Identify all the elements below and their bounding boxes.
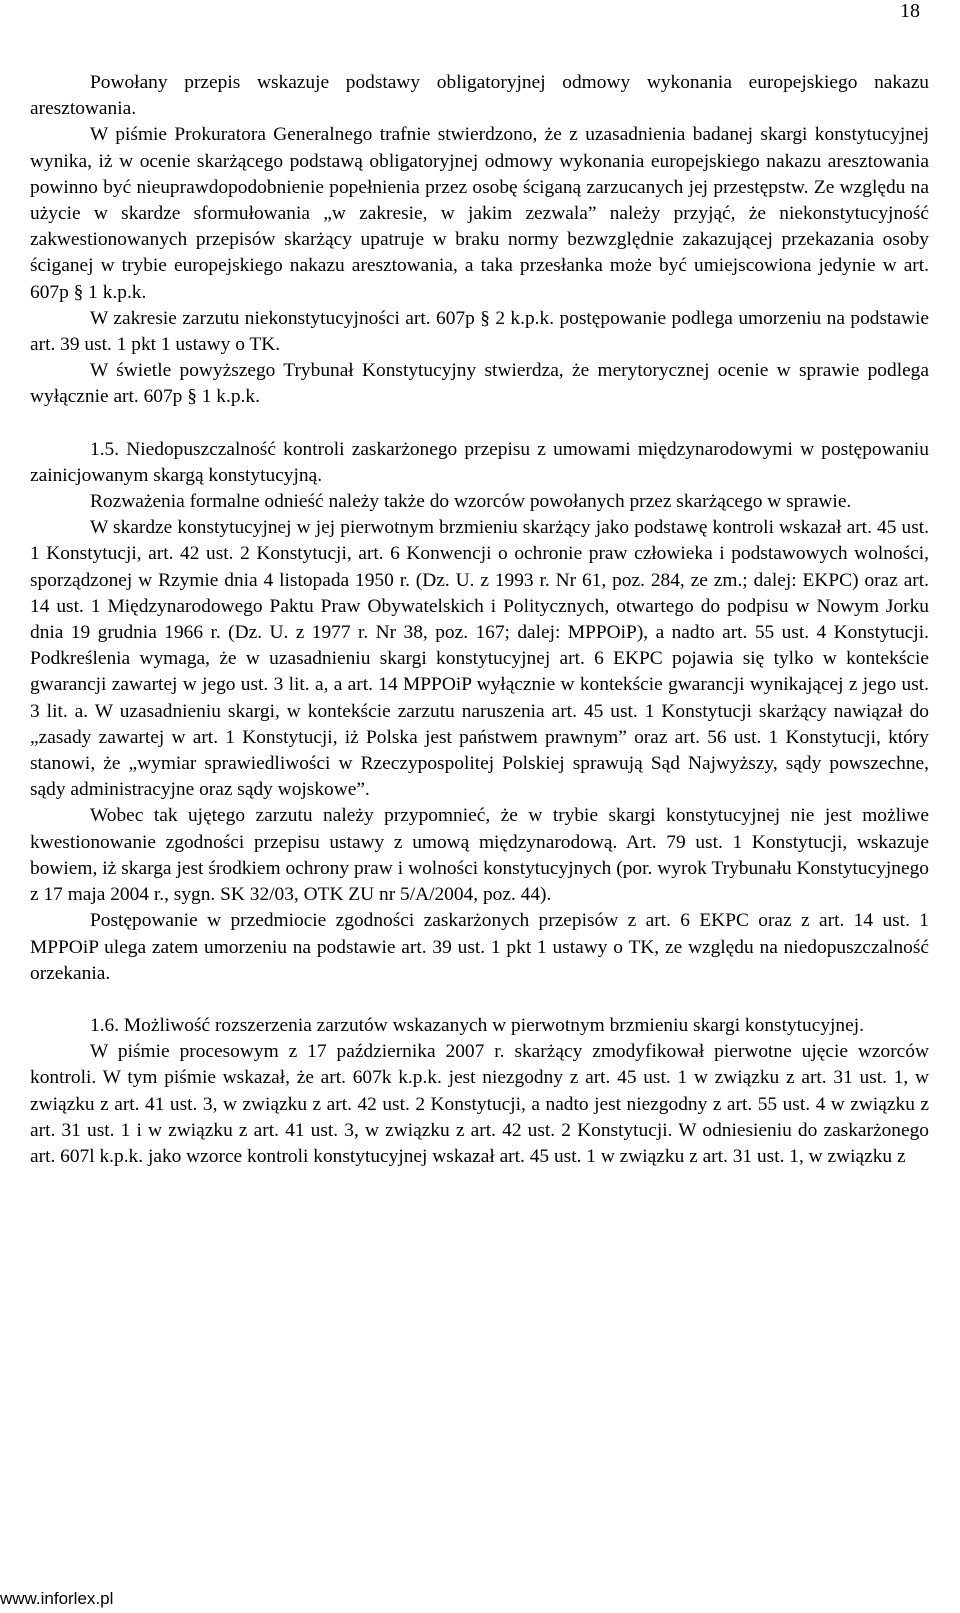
footer-url[interactable]: www.inforlex.pl bbox=[0, 1589, 114, 1608]
paragraph: Wobec tak ujętego zarzutu należy przypomnieć, że w trybie skargi konstytucyjnej nie jest możliwe kwestionowanie zgodności przepisu ustawy z umową międzynarodową. Art. 79 ust. 1 Konstytucji, wskazuje bowiem, iż skarga jest środkiem ochrony praw i wolności konstytucyjnych (por. wyrok Trybunału Konstytucyjnego z 17 maja 2004 r., sygn. SK 32/03, OTK ZU nr 5/A/2004, poz. 44). bbox=[30, 805, 929, 906]
section-heading: 1.6. Możliwość rozszerzenia zarzutów wskazanych w pierwotnym brzmieniu skargi konstytucyjnej. bbox=[90, 1014, 864, 1036]
section-1-5 bbox=[30, 437, 929, 987]
paragraph: Powołany przepis wskazuje podstawy obligatoryjnej odmowy wykonania europejskiego nakazu aresztowania. bbox=[30, 72, 929, 120]
paragraph: Rozważenia formalne odnieść należy także do wzorców powołanych przez skarżącego w sprawie. bbox=[90, 491, 852, 513]
paragraph: W piśmie procesowym z 17 października 2007 r. skarżący zmodyfikował pierwotne ujęcie wzorców kontroli. W tym piśmie wskazał, że art. 607k k.p.k. jest niezgodny z art. 45 ust. 1 w związku z art. 31 ust. 1, w związku z art. 41 ust. 3, w związku z art. 42 ust. 2 Konstytucji, a nadto jest niezgodny z art. 55 ust. 4 w związku z art. 31 ust. 1 i w związku z art. 41 ust. 3, w związku z art. 42 ust. 2 Konstytucji. W odniesieniu do zaskarżonego art. 607l k.p.k. jako wzorce kontroli konstytucyjnej wskazał art. 45 ust. 1 w związku z art. 31 ust. 1, w związku z bbox=[30, 1041, 929, 1167]
paragraph: W skardze konstytucyjnej w jej pierwotnym brzmieniu skarżący jako podstawę kontroli wskazał art. 45 ust. 1 Konstytucji, art. 42 ust. 2 Konstytucji, art. 6 Konwencji o ochronie praw człowieka i podstawowych wolności, sporządzonej w Rzymie dnia 4 listopada 1950 r. (Dz. U. z 1993 r. Nr 61, poz. 284, ze zm.; dalej: EKPC) oraz art. 14 ust. 1 Międzynarodowego Paktu Praw Obywatelskich i Politycznych, otwartego do podpisu w Nowym Jorku dnia 19 grudnia 1966 r. (Dz. U. z 1977 r. Nr 38, poz. 167; dalej: MPPOiP), a nadto art. 55 ust. 4 Konstytucji. Podkreślenia wymaga, że w uzasadnieniu skargi konstytucyjnej art. 6 EKPC pojawia się tylko w kontekście gwarancji zawartej w jego ust. 3 lit. a, a art. 14 MPPOiP wyłącznie w kontekście gwarancji wynikającej z jego ust. 3 lit. a. W uzasadnieniu skargi, w kontekście zarzutu naruszenia art. 45 ust. 1 Konstytucji skarżący nawiązał do „zasady zawartej w art. 1 Konstytucji, iż Polska jest państwem prawnym” oraz art. 56 ust. 1 Konstytucji, który stanowi, że „wymiar sprawiedliwości w Rzeczypospolitej Polskiej sprawują Sąd Najwyższy, sądy powszechne, sądy administracyjne oraz sądy wojskowe”. bbox=[30, 517, 929, 801]
section-1-6 bbox=[30, 1013, 929, 1170]
page-number: 18 bbox=[900, 0, 920, 22]
document-body bbox=[30, 70, 929, 1170]
paragraph: W świetle powyższego Trybunał Konstytucyjny stwierdza, że merytorycznej ocenie w sprawie podlega wyłącznie art. 607p § 1 k.p.k. bbox=[30, 360, 929, 408]
paragraph: W piśmie Prokuratora Generalnego trafnie stwierdzono, że z uzasadnienia badanej skargi konstytucyjnej wynika, iż w ocenie skarżącego podstawą obligatoryjnej odmowy wykonania europejskiego nakazu aresztowania powinno być nieuprawdopodobnienie popełnienia przez osobę ściganą zarzucanych jej przestępstw. Ze względu na użycie w skardze sformułowania „w zakresie, w jakim zezwala” należy przyjąć, że niekonstytucyjność zakwestionowanych przepisów skarżący upatruje w braku normy bezwzględnie zakazującej przekazania osoby ściganej w trybie europejskiego nakazu aresztowania, a taka przesłanka może być umiejscowiona jedynie w art. 607p § 1 k.p.k. bbox=[30, 124, 929, 303]
paragraph: W zakresie zarzutu niekonstytucyjności art. 607p § 2 k.p.k. postępowanie podlega umorzeniu na podstawie art. 39 ust. 1 pkt 1 ustawy o TK. bbox=[30, 307, 929, 356]
paragraph: Postępowanie w przedmiocie zgodności zaskarżonych przepisów z art. 6 EKPC oraz z art. 14 ust. 1 MPPOiP ulega zatem umorzeniu na podstawie art. 39 ust. 1 pkt 1 ustawy o TK, ze względu na niedopuszczalność orzekania. bbox=[30, 910, 929, 984]
section-heading: 1.5. Niedopuszczalność kontroli zaskarżonego przepisu z umowami międzynarodowymi w postępowaniu zainicjowanym skargą konstytucyjną. bbox=[30, 438, 929, 486]
